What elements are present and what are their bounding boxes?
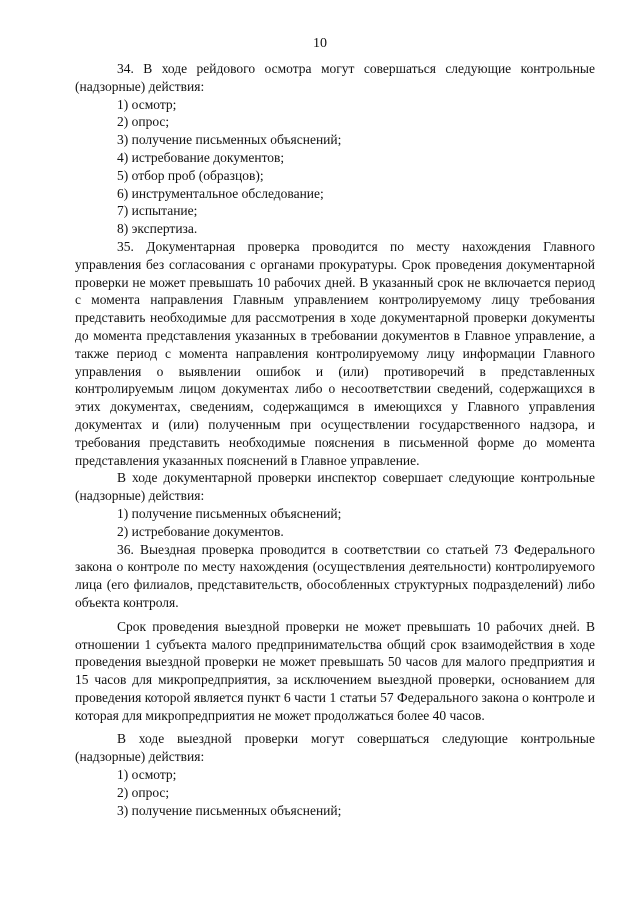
paragraph: Срок проведения выездной проверки не может превышать 10 рабочих дней. В отношении 1 субъекта малого предпринимательства общий срок взаимодействия в ходе проведения выездной проверки не может превышать 50 часов для малого предприятия и 15 часов для микропредприятия, за исключением выездной проверки, основанием для проведения которой является пункт 6 части 1 статьи 57 Федерального закона о контроле и которая для микропредприятия не может продолжаться более 40 часов. bbox=[75, 618, 595, 723]
page-number: 10 bbox=[313, 36, 327, 51]
list-item: 2) опрос; bbox=[117, 784, 170, 800]
list-item: 2) опрос; bbox=[117, 114, 170, 130]
list-item: 2) истребование документов. bbox=[117, 523, 284, 539]
paragraph: 35. Документарная проверка проводится по месту нахождения Главного управления без согласования с органами прокуратуры. Срок проведения документарной проверки не может превышать 10 рабочих дней. В указанный срок не включается период с момента направления Главным управлением контролируемому лицу требования представить необходимые для рассмотрения в ходе документарной проверки документы до момента представления указанных в требовании документов в Главное управление, а также период с момента направления контролируемому лицу информации Главного управления о выявлении ошибок и (или) противоречий в представленных контролируемым лицом документах либо о несоответствии сведений, содержащихся в этих документах, сведениям, содержащимся в имеющихся у Главного управления документах и (или) полученным при осуществлении государственного надзора, и требования представить необходимые пояснения в письменной форме до момента представления указанных пояснений в Главное управление. bbox=[75, 238, 595, 468]
paragraph: В ходе выездной проверки могут совершаться следующие контрольные (надзорные) действия: bbox=[75, 731, 595, 765]
list-item: 3) получение письменных объяснений; bbox=[117, 802, 342, 818]
list-item: 3) получение письменных объяснений; bbox=[117, 132, 342, 148]
list-item: 1) осмотр; bbox=[117, 96, 177, 112]
paragraph: В ходе документарной проверки инспектор совершает следующие контрольные (надзорные) действия: bbox=[75, 470, 595, 504]
paragraph: 36. Выездная проверка проводится в соответствии со статьей 73 Федерального закона о контроле по месту нахождения (осуществления деятельности) контролируемого лица (его филиалов, представительств, обособленных структурных подразделений) либо объекта контроля. bbox=[75, 541, 595, 610]
list-item: 5) отбор проб (образцов); bbox=[117, 167, 264, 183]
list-item: 1) получение письменных объяснений; bbox=[117, 505, 342, 521]
list-item: 7) испытание; bbox=[117, 203, 198, 219]
list-item: 1) осмотр; bbox=[117, 767, 177, 783]
document-body bbox=[75, 60, 595, 819]
list-item: 4) истребование документов; bbox=[117, 149, 285, 165]
list-item: 8) экспертиза. bbox=[117, 221, 198, 237]
list-item: 6) инструментальное обследование; bbox=[117, 185, 324, 201]
paragraph: 34. В ходе рейдового осмотра могут совершаться следующие контрольные (надзорные) действия: bbox=[75, 61, 595, 94]
